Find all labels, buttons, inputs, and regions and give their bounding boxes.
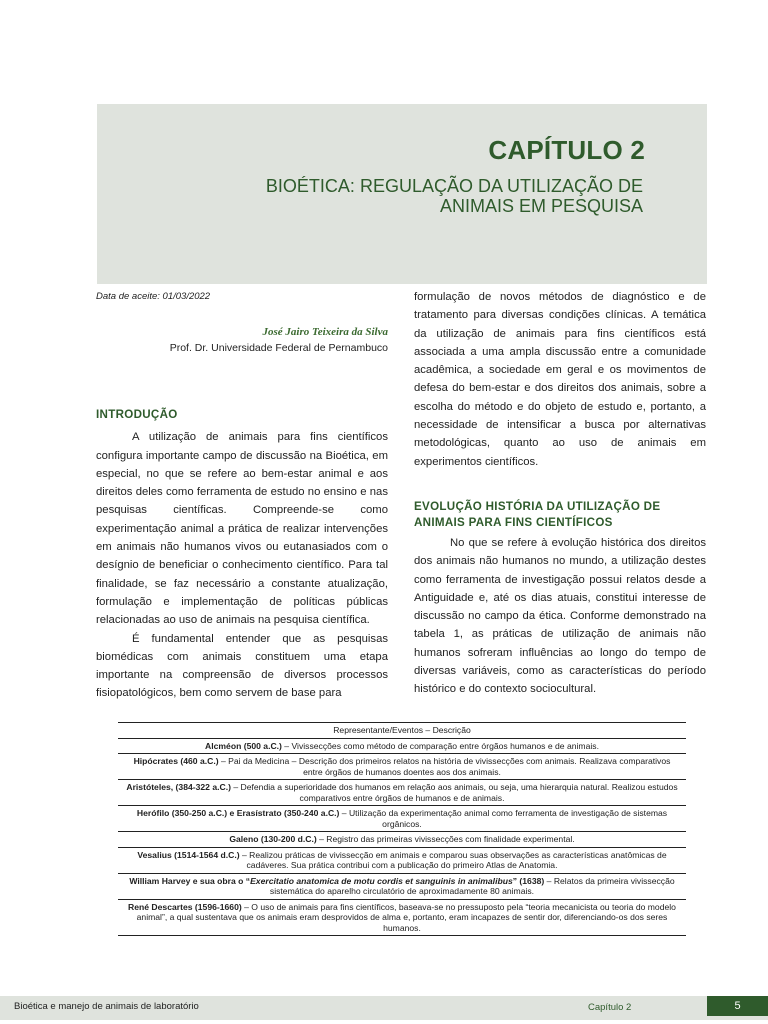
table-row xyxy=(118,806,686,832)
row-representative: Herófilo (350-250 a.C.) e Erasístrato (350-240 a.C.) xyxy=(136,808,340,818)
row-description: – Realizou práticas de vivissecção em animais e comparou suas observações as características anatômicas de cadáveres. Sua prática contribui com a publicação do primeiro Atlas de Anatomia. xyxy=(239,849,667,870)
table-cell xyxy=(118,873,686,899)
table-cell xyxy=(118,832,686,848)
history-heading: EVOLUÇÃO HISTÓRIA DA UTILIZAÇÃO DE ANIMAIS PARA FINS CIENTÍFICOS xyxy=(414,499,661,529)
row-representative: Galeno (130-200 d.C.) xyxy=(229,834,317,844)
table-row xyxy=(118,873,686,899)
table-row xyxy=(118,780,686,806)
intro-paragraph-1: A utilização de animais para fins científicos configura importante campo de discussão na Bioética, em especial, no que se refere ao bem-estar animal e aos direitos deles como ferramenta de estudo no ensino e nas pesquisas científicas. Compreende-se como experimentação animal a prática de realizar intervenções em animais não humanos vivos ou eutanasiados com o desígnio de beneficiar o conhecimento científico. Para tal finalidade, se faz necessário a constante atualização, formulação e implementação de políticas públicas relacionadas ao uso de animais na pesquisa científica. xyxy=(96,431,388,627)
row-representative: René Descartes (1596-1660) xyxy=(128,901,242,912)
table-cell xyxy=(118,899,686,936)
footer-book-title: Bioética e manejo de animais de laboratório xyxy=(14,1001,199,1012)
row-representative: Aristóteles, (384-322 a.C.) xyxy=(126,782,231,792)
footer-bar xyxy=(0,996,768,1020)
row-description: – O uso de animais para fins científicos, baseava-se no pressuposto pela “teoria mecanicista ou teoria do modelo animal”, a qual sustentava que os animais eram desprovidos de alma e, portanto, eram incapazes de sentir dor, diferenciando-os dos seres humanos. xyxy=(136,901,676,933)
row-description: – Pai da Medicina – Descrição dos primeiros relatos na história de vivissecções com animais. Realizava comparativos entre órgãos de humanos doentes aos dos animais. xyxy=(218,756,671,777)
row-description: – Relatos da primeira vivissecção sistemática do aparelho circulatório de aproximadamente 80 animais. xyxy=(269,875,675,896)
row-description: – Vivissecções como método de comparação entre órgãos humanos e de animais. xyxy=(281,740,599,751)
author-affiliation: Prof. Dr. Universidade Federal de Pernambuco xyxy=(169,342,388,355)
table-row xyxy=(118,899,686,936)
table-header: Representante/Eventos – Descrição xyxy=(118,723,686,739)
table-cell xyxy=(118,754,686,780)
chapter-number: CAPÍTULO 2 xyxy=(488,135,645,165)
table-cell xyxy=(118,806,686,832)
intro-paragraph-2: É fundamental entender que as pesquisas biomédicas com animais constituem uma etapa importante na compreensão de diversos processos fisiopatológicos, bem como servem de base para xyxy=(96,632,388,700)
table-cell xyxy=(118,780,686,806)
row-representative: William Harvey e sua obra o “ xyxy=(129,875,251,886)
row-description: – Defendia a superioridade dos humanos em relação aos animais, ou seja, uma hierarquia natural. Realizou estudos comparativos entre órgãos de humanos e de animais. xyxy=(230,782,678,803)
table-row xyxy=(118,847,686,873)
table-row xyxy=(118,738,686,754)
table-header-row xyxy=(118,723,686,739)
row-representative-suffix: ” (1638) xyxy=(512,875,545,886)
intro-heading: INTRODUÇÃO xyxy=(96,408,178,422)
row-representative: Hipócrates (460 a.C.) xyxy=(133,756,219,766)
acceptance-date: Data de aceite: 01/03/2022 xyxy=(96,291,211,302)
footer-chapter: Capítulo 2 xyxy=(588,1002,632,1013)
chapter-banner xyxy=(97,104,707,284)
table-row xyxy=(118,754,686,780)
chapter-title: BIOÉTICA: REGULAÇÃO DA UTILIZAÇÃO DE ANIMAIS EM PESQUISA xyxy=(265,176,643,216)
history-table xyxy=(118,722,686,936)
row-description: – Utilização da experimentação animal como ferramenta de investigação de sistemas orgânicos. xyxy=(339,808,668,829)
row-representative: Alcméon (500 a.C.) xyxy=(205,740,282,751)
row-work-title: Exercitatio anatomica de motu cordis et sanguinis in animalibus xyxy=(250,875,513,886)
right-column xyxy=(414,288,706,699)
table-row xyxy=(118,832,686,848)
right-paragraph-1: formulação de novos métodos de diagnóstico e de tratamento para diversas condições clínicas. A temática da utilização de animais para fins científicos está associada a uma ampla discussão entre a comunidade acadêmica, a sociedade em geral e os movimentos de defesa do bem-estar e dos direitos dos animais, sobre a escolha do método e do objeto de estudo e, portanto, a necessidade de intensificar a busca por alternativas metodológicas, quanto ao uso de animais em experimentos científicos. xyxy=(414,291,706,468)
left-column xyxy=(96,288,388,703)
author-name: José Jairo Teixeira da Silva xyxy=(262,326,388,339)
table-cell xyxy=(118,738,686,754)
row-representative: Vesalius (1514-1564 d.C.) xyxy=(137,849,240,860)
row-description: – Registro das primeiras vivissecções com finalidade experimental. xyxy=(316,834,575,844)
page-number: 5 xyxy=(707,996,768,1016)
history-paragraph: No que se refere à evolução histórica dos direitos dos animais não humanos no mundo, a utilização destes como ferramenta de investigação possui relatos desde a Antiguidade e, até os dias atuais, constitui interesse de discussão no campo da ética. Conforme demonstrado na tabela 1, as práticas de utilização de animais não humanos sofreram influências ao longo do tempo de diversas variáveis, como as características do período histórico e do contexto sociocultural. xyxy=(414,536,706,696)
table-cell xyxy=(118,847,686,873)
